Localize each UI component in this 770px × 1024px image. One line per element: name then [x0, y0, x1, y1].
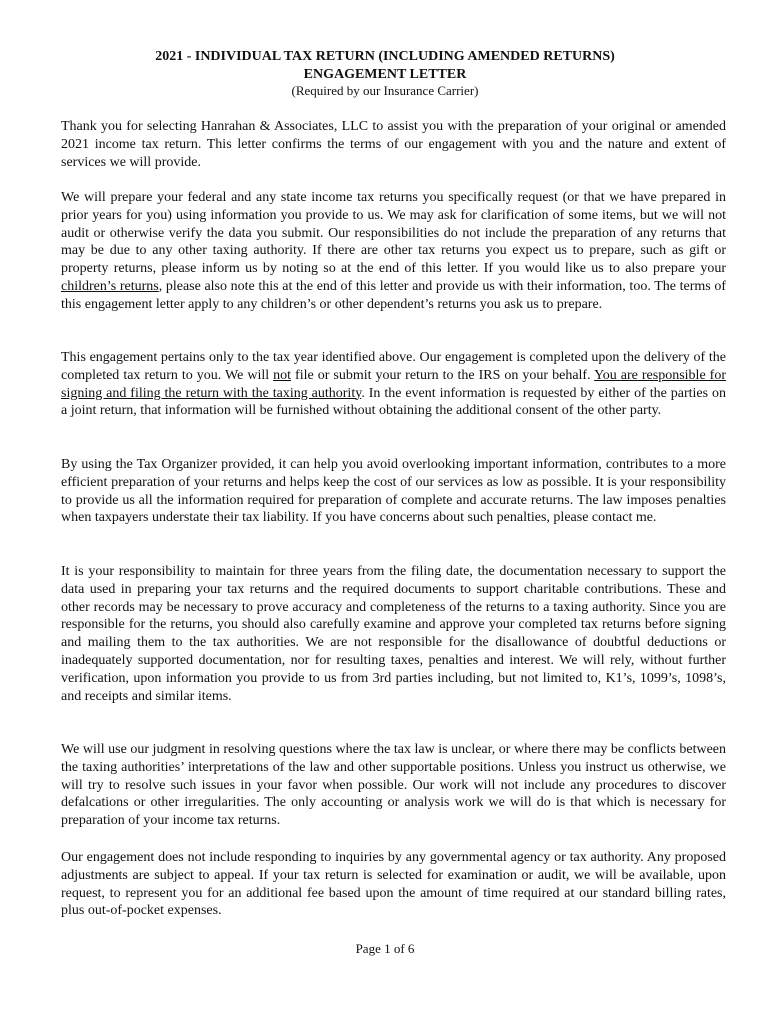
paragraph-inquiries: Our engagement does not include responding to inquiries by any governmental agency or tax authority. Any proposed adjustments are subject to appeal. If your tax return is selected for examination or audit, we will be available, upon request, to represent you for an additional fee based upon the amount of time required at our standard billing rates, plus out-of-pocket expenses. [61, 850, 726, 919]
paragraph-records: It is your responsibility to maintain for three years from the filing date, the documentation necessary to support the data used in preparing your tax returns and the required documents to support charitable contributions. These and other records may be necessary to prove accuracy and completeness of the returns to a taxing authority. Since you are responsible for the returns, you should also carefully examine and approve your completed tax returns before signing and mailing them to the tax authorities. We are not responsible for the disallowance of doubtful deductions or inadequately supported documentation, nor for resulting taxes, penalties and interest. We will rely, without further verification, upon information you provide to us from 3rd parties including, but not limited to, K1’s, 1099’s, 1098’s, and receipts and similar items. [61, 564, 726, 704]
page-number: Page 1 of 6 [355, 941, 415, 956]
paragraph-intro: Thank you for selecting Hanrahan & Associates, LLC to assist you with the preparation of your original or amended 2021 income tax return. This letter confirms the terms of our engagement with you and the nature and extent of services we will provide. [61, 119, 726, 170]
paragraph-organizer: By using the Tax Organizer provided, it can help you avoid overlooking important information, contributes to a more efficient preparation of your returns and helps keep the cost of our services as low as possible. It is your responsibility to provide us all the information required for preparation of complete and accurate returns. The law imposes penalties when taxpayers understate their tax liability. If you have concerns about such penalties, please contact me. [61, 457, 726, 526]
document-note: (Required by our Insurance Carrier) [291, 83, 479, 98]
paragraph-scope [61, 349, 726, 420]
childrens-returns-underlined: children’s returns [61, 278, 159, 294]
services-text-a: We will prepare your federal and any state income tax returns you specifically request (or that we have prepared in prior years for you) using information you provide to us. We may ask for clarification of some items, but we will not audit or otherwise verify the data you submit. Our responsibilities do not include the preparation of any returns that may be due to any other taxing authority. If there are other tax returns you expect us to prepare, such as gift or property returns, please inform us by noting so at the end of this letter. If you would like us to also prepare your [61, 190, 726, 277]
scope-text-a: This engagement pertains only to the tax year identified above. Our engagement is completed upon the delivery of the completed tax return to you. We will [61, 350, 726, 383]
paragraph-services [61, 189, 726, 314]
document-subtitle-title: ENGAGEMENT LETTER [303, 67, 467, 82]
scope-responsibility-underlined: You are responsible for signing and filing the return with the taxing authority [61, 367, 726, 401]
scope-text-b: file or submit your return to the IRS on your behalf. [291, 367, 595, 383]
paragraph-judgment: We will use our judgment in resolving questions where the tax law is unclear, or where there may be conflicts between the taxing authorities’ interpretations of the law and other supportable positions. Unless you instruct us otherwise, we will try to resolve such issues in your favor when possible. Our work will not include any procedures to discover defalcations or other irregularities. The only accounting or analysis work we will do is that which is necessary for preparation of your income tax returns. [61, 742, 726, 829]
scope-not-underlined: not [273, 367, 292, 383]
services-text-b: , please also note this at the end of this letter and provide us with their information, too. The terms of this engagement letter apply to any children’s or other dependent’s returns you ask us to prepare. [61, 278, 726, 312]
scope-text-c: . In the event information is requested by either of the parties on a joint return, that information will be furnished without obtaining the additional consent of the other party. [61, 385, 726, 419]
document-title: 2021 - INDIVIDUAL TAX RETURN (INCLUDING AMENDED RETURNS) [155, 49, 615, 64]
